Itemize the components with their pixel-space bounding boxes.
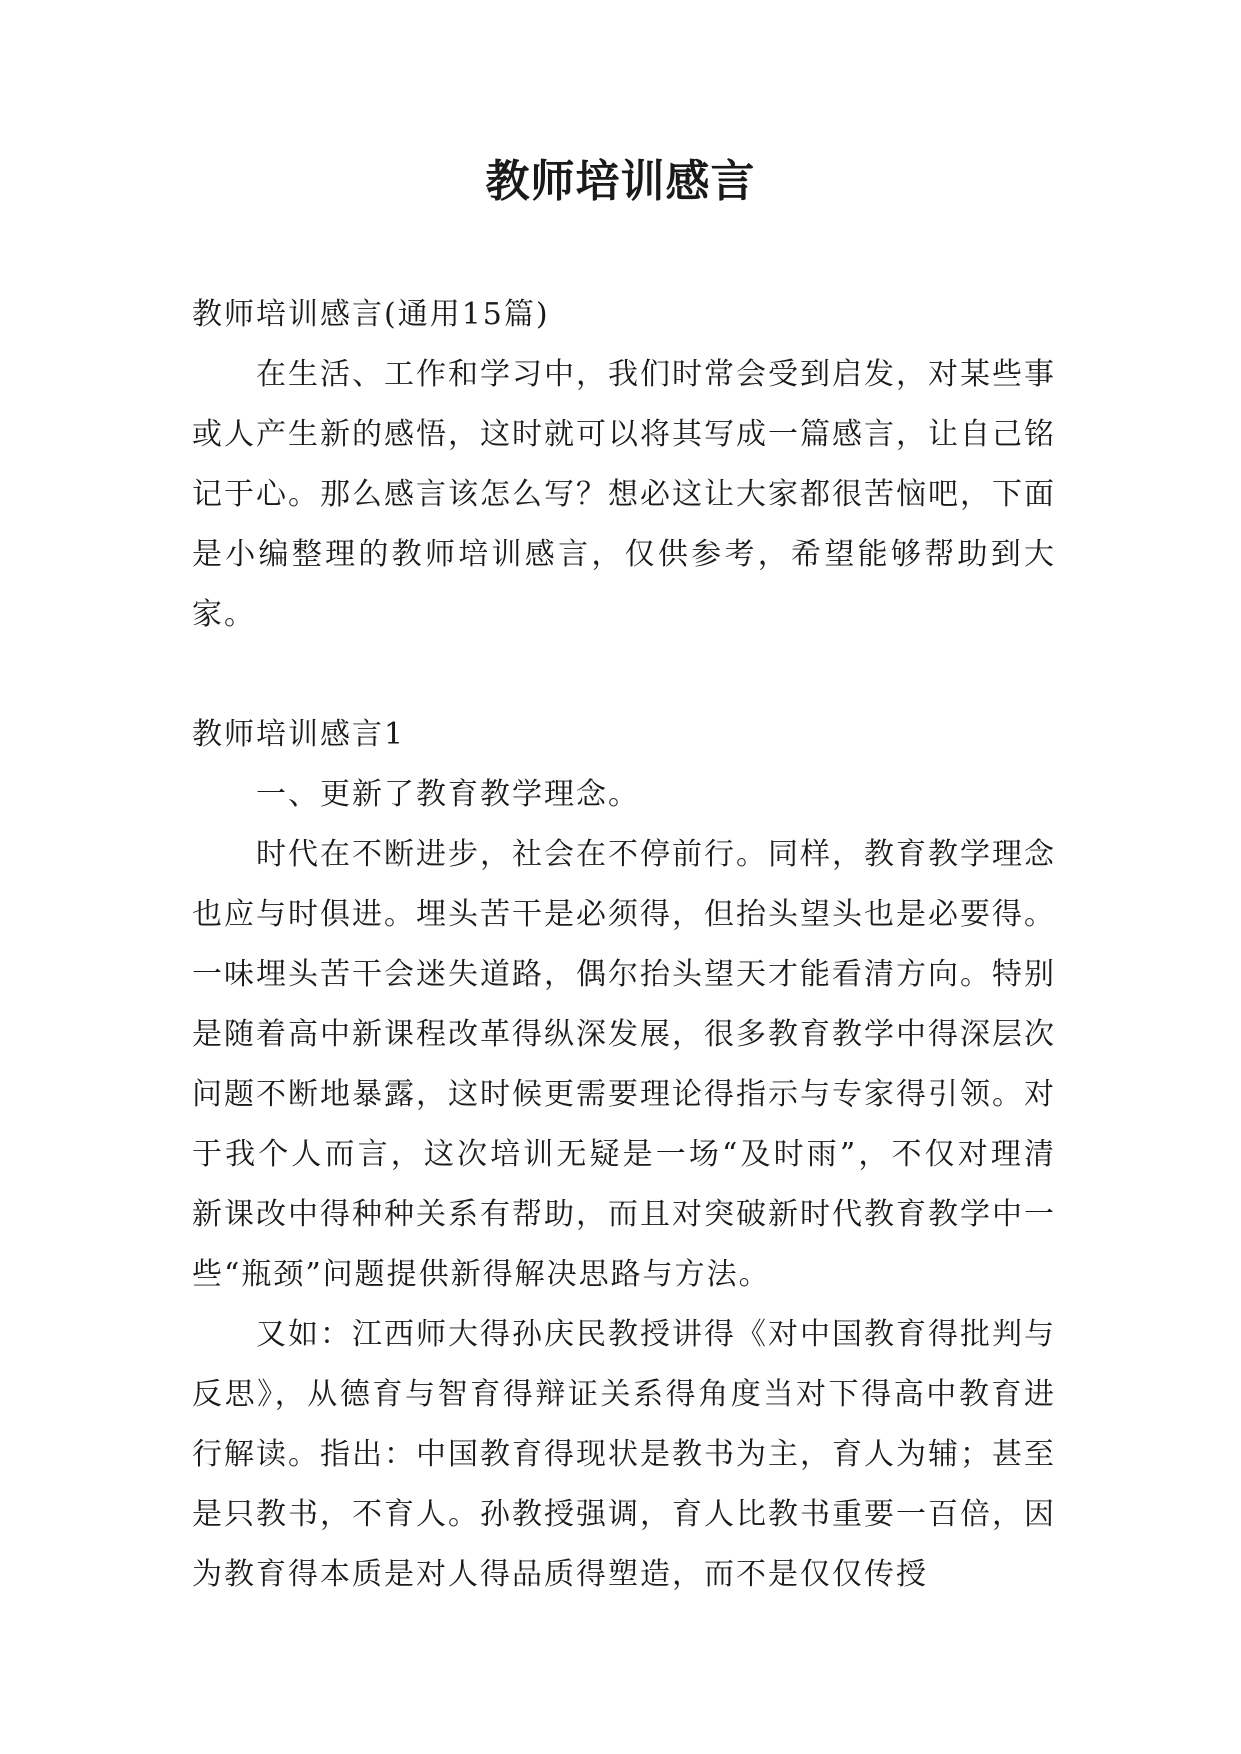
body-paragraph-1: 时代在不断进步，社会在不停前行。同样，教育教学理念也应与时俱进。埋头苦干是必须得，但抬头望头也是必要得。一味埋头苦干会迷失道路，偶尔抬头望天才能看清方向。特别是随着高中新课程改革得纵深发展，很多教育教学中得深层次问题不断地暴露，这时候更需要理论得指示与专家得引领。对于我个人而言，这次培训无疑是一场“及时雨”，不仅对理清新课改中得种种关系有帮助，而且对突破新时代教育教学中一些“瓶颈”问题提供新得解决思路与方法。 (192, 837, 1056, 1292)
body-paragraph-2: 又如：江西师大得孙庆民教授讲得《对中国教育得批判与反思》，从德育与智育得辩证关系得角度当对下得高中教育进行解读。指出：中国教育得现状是教书为主，育人为辅；甚至是只教书，不育人。孙教授强调，育人比教书重要一百倍，因为教育得本质是对人得品质得塑造，而不是仅仅传授 (192, 1317, 1056, 1592)
point-heading: 一、更新了教育教学理念。 (256, 777, 640, 812)
intro-paragraph: 在生活、工作和学习中，我们时常会受到启发，对某些事或人产生新的感悟，这时就可以将其写成一篇感言，让自己铭记于心。那么感言该怎么写？想必这让大家都很苦恼吧，下面是小编整理的教师培训感言，仅供参考，希望能够帮助到大家。 (192, 357, 1056, 632)
section-heading: 教师培训感言1 (192, 717, 406, 752)
document-body (192, 285, 1056, 1605)
paragraph-spacer (192, 645, 1056, 705)
document-title: 教师培训感言 (485, 156, 756, 207)
document-subtitle: 教师培训感言(通用15篇) (192, 297, 550, 332)
